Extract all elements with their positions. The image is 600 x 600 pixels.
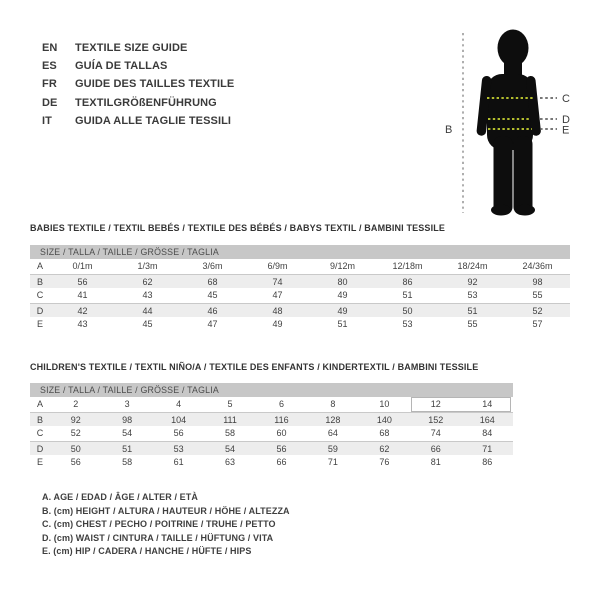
lang-row-en [42,39,234,57]
size-cell: 51 [122,443,133,454]
size-cell: 45 [207,290,218,300]
size-cell: 3 [124,399,130,409]
table-row-A [30,259,570,274]
row-label: C [36,428,44,438]
size-cell: 80 [337,276,348,287]
size-cell: 55 [532,290,543,300]
size-cell: 54 [225,443,236,454]
size-cell: 53 [173,443,184,454]
size-cell: 52 [70,428,81,438]
table-row-A [30,397,513,412]
size-cell: 8 [330,399,336,409]
size-cell: 86 [402,276,413,287]
size-cell: 4 [176,399,182,409]
lang-code: IT [42,114,52,127]
size-cell: 66 [430,443,441,454]
size-cell: 53 [467,290,478,300]
size-cell: 53 [402,319,413,329]
size-cell: 47 [272,290,283,300]
size-cell: 57 [532,319,543,329]
size-cell: 51 [467,305,478,316]
legend-chest: C. (cm) CHEST / PECHO / POITRINE / TRUHE / PETTO [42,519,276,530]
lang-code: DE [42,96,58,109]
measurement-legend [42,491,290,559]
row-label: A [36,261,43,271]
children-section-title: CHILDREN'S TEXTILE / TEXTIL NIÑO/A / TEXTILE DES ENFANTS / KINDERTEXTIL / BAMBINI TESSILE [30,362,479,372]
size-cell: 56 [77,276,88,287]
waist-label: D [562,114,570,126]
size-cell: 12 [430,399,441,409]
size-cell: 49 [337,305,348,316]
size-cell: 49 [272,319,283,329]
babies-size-table [30,245,570,332]
babies-table-header: SIZE / TALLA / TAILLE / GRÖSSE / TAGLIA [30,245,570,259]
lang-title: GUIDA ALLE TAGLIE TESSILI [75,114,232,127]
child-silhouette [476,30,541,216]
size-cell: 84 [482,428,493,438]
size-cell: 63 [225,457,236,467]
lang-row-fr [42,75,234,93]
size-cell: 128 [325,414,341,425]
row-label: C [36,290,44,300]
size-cell: 64 [327,428,338,438]
lang-title: GUIDE DES TAILLES TEXTILE [75,78,235,91]
size-cell: 12/18m [392,261,423,271]
size-cell: 98 [122,414,133,425]
size-cell: 43 [77,319,88,329]
row-label: E [36,319,43,329]
size-cell: 68 [379,428,390,438]
row-label: E [36,457,43,467]
size-cell: 164 [479,414,495,425]
size-cell: 51 [402,290,413,300]
size-cell: 71 [327,457,338,467]
size-cell: 50 [70,443,81,454]
size-cell: 56 [70,457,81,467]
size-cell: 5 [227,399,233,409]
legend-height: B. (cm) HEIGHT / ALTURA / HAUTEUR / HÖHE / ALTEZZA [42,505,290,516]
children-table-header: SIZE / TALLA / TAILLE / GRÖSSE / TAGLIA [30,383,513,397]
table-row-C [30,288,570,303]
size-cell: 48 [272,305,283,316]
size-cell: 6 [278,399,284,409]
table-row-C [30,426,513,441]
row-label: B [36,414,43,425]
size-cell: 52 [532,305,543,316]
size-cell: 43 [142,290,153,300]
row-label: D [36,443,44,454]
size-cell: 76 [379,457,390,467]
size-cell: 45 [142,319,153,329]
size-cell: 74 [272,276,283,287]
hip-label: E [562,124,570,137]
size-cell: 41 [77,290,88,300]
size-cell: 58 [122,457,133,467]
size-cell: 60 [276,428,287,438]
legend-hip: E. (cm) HIP / CADERA / HANCHE / HÜFTE / HIPS [42,546,252,557]
size-cell: 47 [207,319,218,329]
size-cell: 62 [379,443,390,454]
size-cell: 71 [482,443,493,454]
measurement-diagram [440,18,590,218]
size-cell: 6/9m [267,261,288,271]
size-cell: 62 [142,276,153,287]
size-cell: 1/3m [137,261,158,271]
size-cell: 18/24m [457,261,488,271]
language-title-list [42,39,234,130]
size-cell: 24/36m [522,261,553,271]
size-cell: 42 [77,305,88,316]
size-cell: 86 [482,457,493,467]
table-row-E [30,455,513,470]
row-label: D [36,305,44,316]
size-cell: 58 [225,428,236,438]
size-cell: 0/1m [72,261,93,271]
size-cell: 49 [337,290,348,300]
size-cell: 92 [467,276,478,287]
lang-code: FR [42,78,57,91]
lang-code: EN [42,42,58,55]
chest-label: C [562,93,570,105]
height-label: B [445,124,453,136]
row-label: A [36,399,43,409]
babies-section-title: BABIES TEXTILE / TEXTIL BEBÉS / TEXTILE DES BÉBÉS / BABYS TEXTIL / BAMBINI TESSILE [30,223,446,233]
size-cell: 50 [402,305,413,316]
size-cell: 98 [532,276,543,287]
babies-table-body [30,259,570,332]
table-row-B [30,274,570,289]
table-row-B [30,412,513,427]
children-table-body [30,397,513,470]
table-row-D [30,441,513,456]
lang-title: GUÍA DE TALLAS [75,60,168,73]
size-cell: 56 [173,428,184,438]
size-cell: 9/12m [329,261,355,271]
lang-title: TEXTILE SIZE GUIDE [75,42,188,55]
size-cell: 55 [467,319,478,329]
size-cell: 81 [430,457,441,467]
size-cell: 51 [337,319,348,329]
size-cell: 152 [428,414,444,425]
child-silhouette-figure [440,18,590,218]
legend-waist: D. (cm) WAIST / CINTURA / TAILLE / HÜFTUNG / VITA [42,532,274,543]
lang-row-it [42,112,234,130]
size-cell: 46 [207,305,218,316]
size-cell: 61 [173,457,184,467]
size-cell: 44 [142,305,153,316]
row-label: B [36,276,43,287]
table-row-E [30,317,570,332]
size-cell: 116 [274,414,289,425]
children-size-table [30,383,513,470]
lang-row-de [42,94,234,112]
size-cell: 104 [171,414,187,425]
size-cell: 92 [70,414,81,425]
size-cell: 74 [430,428,441,438]
lang-row-es [42,57,234,75]
size-cell: 68 [207,276,218,287]
legend-age: A. AGE / EDAD / ÂGE / ALTER / ETÀ [42,492,198,502]
size-cell: 111 [223,414,237,425]
size-cell: 140 [376,414,392,425]
size-cell: 10 [379,399,390,409]
size-cell: 56 [276,443,287,454]
size-cell: 3/6m [202,261,223,271]
size-cell: 14 [482,399,493,409]
size-cell: 2 [73,399,79,409]
size-cell: 54 [122,428,133,438]
lang-code: ES [42,60,57,73]
table-row-D [30,303,570,318]
size-cell: 66 [276,457,287,467]
size-cell: 59 [327,443,338,454]
lang-title: TEXTILGRÖßENFÜHRUNG [75,96,217,109]
